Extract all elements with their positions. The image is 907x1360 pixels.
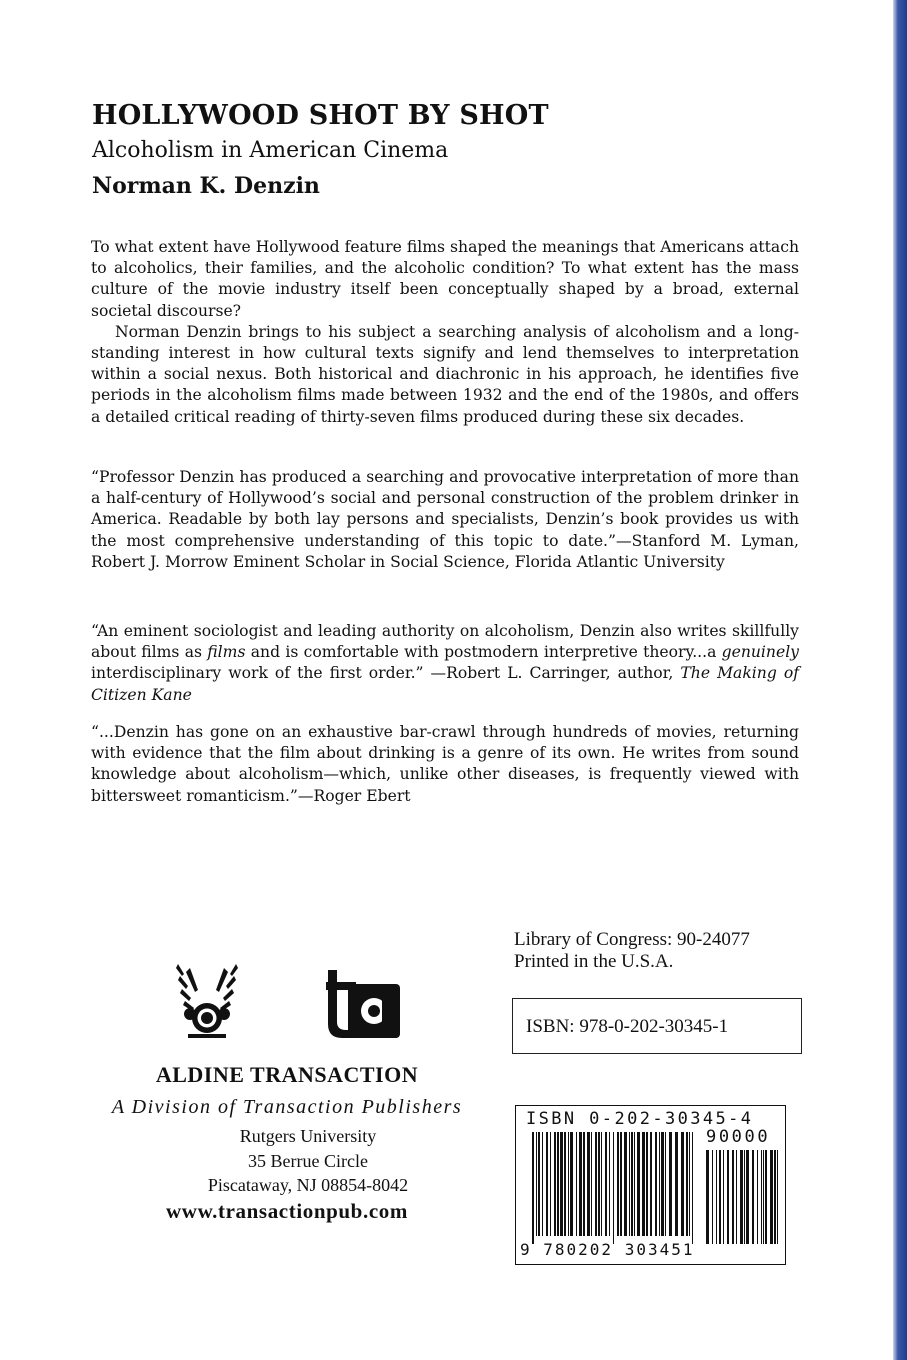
blurb-lyman [91, 467, 799, 573]
barcode [515, 1105, 786, 1265]
blurb-carringer-book-title: The Making of Citizen Kane [91, 664, 799, 704]
blurb-carringer-emphasis-genuinely: genuinely [721, 643, 799, 662]
blurb-carringer-part-1: “An eminent sociologist and leading authority on alcoholism, Denzin also writes skillfully about films as [91, 622, 799, 662]
catalog-info [514, 929, 750, 973]
barcode-isbn-text: ISBN 0-202-30345-4 [526, 1109, 754, 1129]
aldine-wings-logo-icon [176, 962, 238, 1040]
publisher-address-line-2: 35 Berrue Circle [248, 1151, 368, 1171]
transaction-ta-logo-icon [326, 970, 400, 1038]
publisher-address-line-1: Rutgers University [239, 1126, 377, 1146]
barcode-addon-text: 90000 [706, 1127, 771, 1147]
book-author: Norman K. Denzin [92, 173, 320, 199]
description [91, 237, 799, 428]
blurb-carringer-emphasis-films: films [207, 643, 246, 662]
publisher-website: www.transactionpub.com [166, 1199, 408, 1223]
barcode-digits: 9 780202 303451 [520, 1240, 695, 1259]
publisher-name: ALDINE TRANSACTION [155, 1062, 419, 1087]
blurb-ebert [91, 722, 799, 807]
blurb-carringer-part-2: and is comfortable with postmodern interpretive theory...a [245, 643, 722, 662]
printed-in: Printed in the U.S.A. [514, 951, 674, 972]
spine-edge [893, 0, 907, 1360]
blurb-ebert-text: “...Denzin has gone on an exhaustive bar-crawl through hundreds of movies, returning with evidence that the film about drinking is a genre of its own. He writes from sound knowledge about alcoholism—which, unlike other diseases, is frequently viewed with bittersweet romanticism.”—Roger Ebert [91, 723, 799, 805]
book-subtitle: Alcoholism in American Cinema [92, 138, 449, 163]
blurb-carringer-part-3: interdisciplinary work of the first order.” —Robert L. Carringer, author, [91, 664, 681, 683]
library-of-congress: Library of Congress: 90-24077 [514, 929, 750, 950]
publisher-address-line-3: Piscataway, NJ 08854-8042 [207, 1175, 409, 1195]
description-paragraph-2: Norman Denzin brings to his subject a searching analysis of alcoholism and a long-standing interest in how cultural texts signify and lend themselves to interpretation within a social nexus. Both historical and diachronic in his approach, he identifies five periods in the alcoholism films made between 1932 and the end of the 1980s, and offers a detailed critical reading of thirty-seven films produced during these six decades. [91, 322, 799, 426]
blurb-carringer-text [91, 621, 799, 706]
book-title: HOLLYWOOD SHOT BY SHOT [92, 100, 549, 131]
description-paragraph-1: To what extent have Hollywood feature films shaped the meanings that Americans attach to alcoholics, their families, and the alcoholic condition? To what extent has the mass culture of the movie industry itself been conceptually shaped by a broad, external societal discourse? [91, 238, 799, 320]
blurb-carringer [91, 621, 799, 706]
blurb-lyman-text: “Professor Denzin has produced a searching and provocative interpretation of more than a half-century of Hollywood’s social and personal construction of the problem drinker in America. Readable by both lay persons and specialists, Denzin’s book provides us with the most comprehensive understanding of this topic to date.”—Stanford M. Lyman, Robert J. Morrow Eminent Scholar in Social Science, Florida Atlantic University [91, 468, 799, 571]
publisher-division: A Division of Transaction Publishers [111, 1096, 463, 1118]
isbn-box: ISBN: 978-0-202-30345-1 [512, 998, 802, 1054]
